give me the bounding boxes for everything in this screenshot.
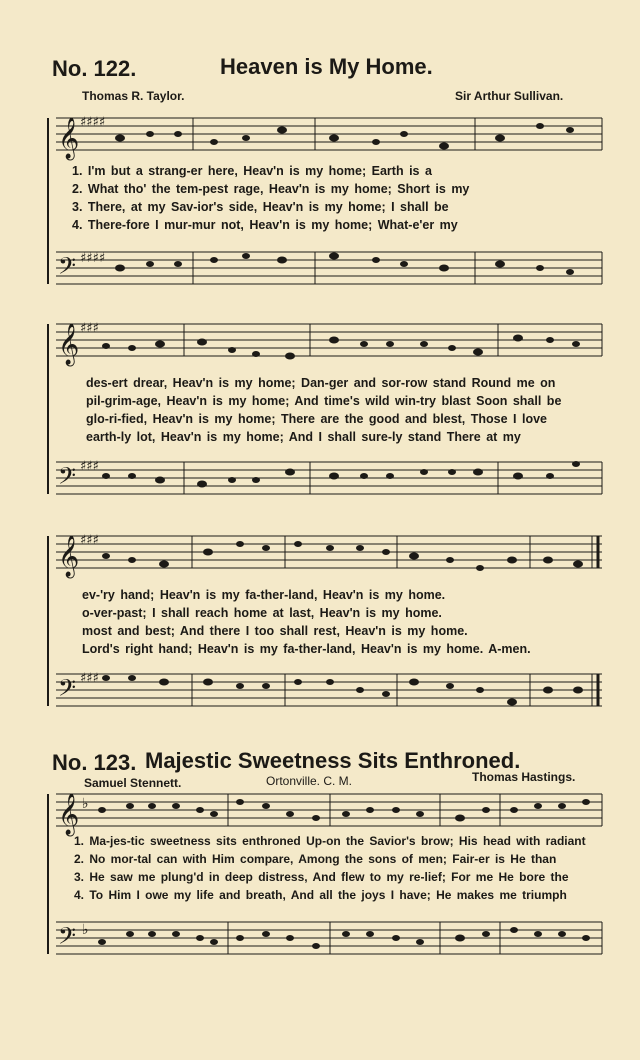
verse-line: earth-ly lot, Heav'n is my home; And I shall sure-ly stand There at my: [86, 430, 521, 444]
staff-122-3-bass: [56, 674, 602, 706]
verse-line: 3. There, at my Sav-ior's side, Heav'n is my home; I shall be: [72, 200, 449, 214]
hymn-122-lyrics-system-3: [82, 586, 531, 658]
verse-line: most and best; And there I too shall rest, Heav'n is my home.: [82, 624, 468, 638]
verse-line: glo-ri-fied, Heav'n is my home; There are the good and blest, Those I love: [86, 412, 547, 426]
bass-clef-icon: 𝄢: [58, 252, 77, 285]
treble-clef-icon: 𝄞: [58, 118, 80, 159]
verse-line: ev-'ry hand; Heav'n is my fa-ther-land, Heav'n is my home.: [82, 588, 446, 602]
hymn-123-title: Majestic Sweetness Sits Enthroned.: [145, 748, 521, 773]
bass-clef-icon: 𝄢: [58, 462, 77, 495]
hymn-123-words-credit: Samuel Stennett.: [84, 776, 182, 790]
hymn-122-lyrics-system-1: [72, 162, 469, 234]
hymn-122-music-credit: Sir Arthur Sullivan.: [455, 89, 564, 103]
svg-text:♯♯♯♯: ♯♯♯♯: [80, 251, 106, 266]
treble-clef-icon: 𝄞: [58, 324, 80, 365]
staff-122-1-treble: [56, 118, 602, 150]
verse-line: Lord's right hand; Heav'n is my fa-ther-land, Heav'n is my home. A-men.: [82, 642, 531, 656]
hymn-123-lyrics-system-1: [74, 832, 586, 904]
svg-text:♭: ♭: [82, 796, 89, 812]
treble-clef-icon: 𝄞: [58, 794, 80, 835]
verse-line: 1. I'm but a strang-er here, Heav'n is my home; Earth is a: [72, 164, 432, 178]
svg-text:♯♯♯: ♯♯♯: [80, 459, 99, 474]
hymn-122-title: Heaven is My Home.: [220, 54, 433, 79]
hymn-122-lyrics-system-2: [86, 374, 561, 446]
hymn-123-music-credit: Thomas Hastings.: [472, 770, 576, 784]
staff-122-3-treble: [56, 536, 602, 568]
verse-line: 1. Ma-jes-tic sweetness sits enthroned Up-on the Savior's brow; His head with radiant: [74, 834, 586, 848]
svg-text:♭: ♭: [82, 922, 89, 938]
svg-text:♯♯♯: ♯♯♯: [80, 533, 99, 548]
treble-clef-icon: 𝄞: [58, 536, 80, 577]
hymn-123-number: No. 123.: [52, 750, 137, 775]
staff-123-1-treble: [56, 794, 602, 826]
verse-line: 3. He saw me plung'd in deep distress, And flew to my re-lief; For me He bore the: [74, 870, 569, 884]
bass-clef-icon: 𝄢: [58, 922, 77, 955]
verse-line: 2. What tho' the tem-pest rage, Heav'n is my home; Short is my: [72, 182, 470, 196]
bass-clef-icon: 𝄢: [58, 674, 77, 707]
svg-text:♯♯♯♯: ♯♯♯♯: [80, 115, 106, 130]
verse-line: pil-grim-age, Heav'n is my home; And time's wild win-try blast Soon shall be: [86, 394, 562, 408]
hymn-122-number: No. 122.: [52, 56, 137, 81]
verse-line: o-ver-past; I shall reach home at last, Heav'n is my home.: [82, 606, 442, 620]
verse-line: 4. To Him I owe my life and breath, And all the joys I have; He makes me triumph: [74, 888, 567, 902]
staff-122-1-bass: [56, 252, 602, 284]
staff-123-1-bass: [56, 922, 602, 954]
svg-text:♯♯♯: ♯♯♯: [80, 671, 99, 686]
svg-text:♯♯♯: ♯♯♯: [80, 321, 99, 336]
verse-line: 2. No mor-tal can with Him compare, Among the sons of men; Fair-er is He than: [74, 852, 557, 866]
verse-line: des-ert drear, Heav'n is my home; Dan-ger and sor-row stand Round me on: [86, 376, 556, 390]
hymn-122-words-credit: Thomas R. Taylor.: [82, 89, 185, 103]
hymn-123-tune: Ortonville. C. M.: [266, 774, 353, 788]
verse-line: 4. There-fore I mur-mur not, Heav'n is my home; What-e'er my: [72, 218, 458, 232]
